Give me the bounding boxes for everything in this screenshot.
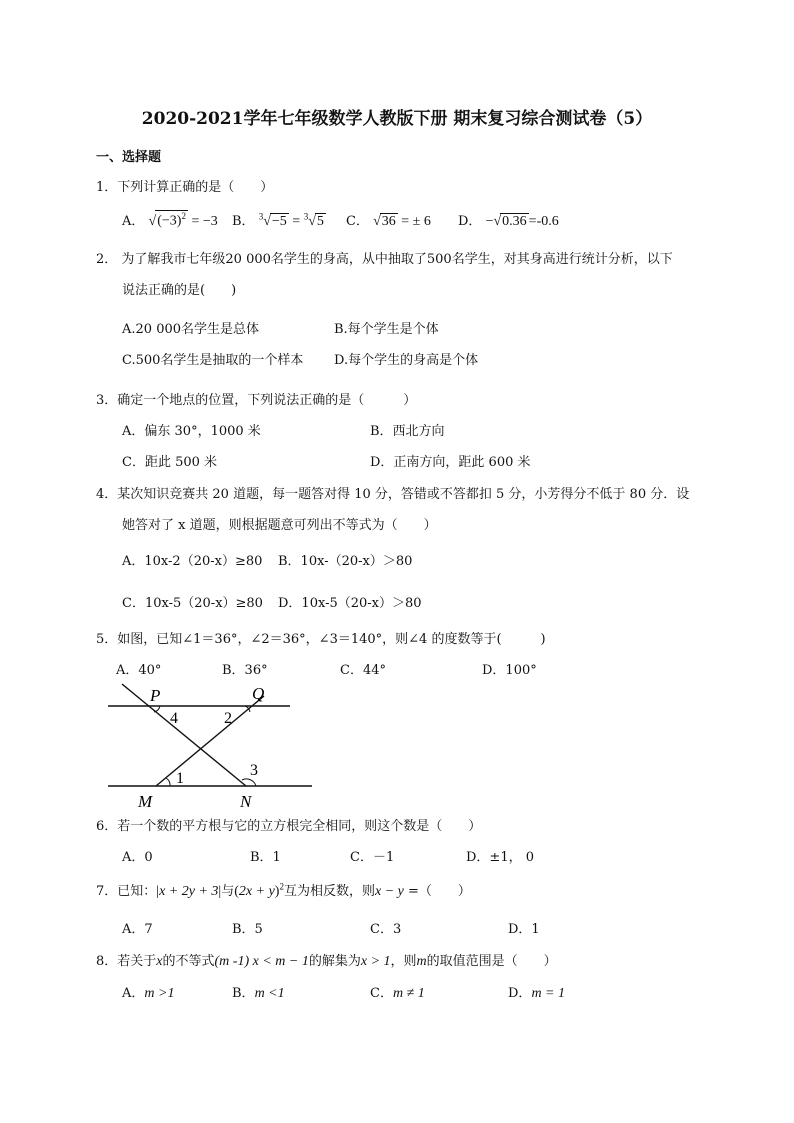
q8-tail: 的取值范围是（ ）	[426, 954, 557, 969]
q7-prefix: 7．已知：	[96, 884, 157, 899]
q5-option-c: C．44°	[340, 663, 386, 678]
q4-option-b: B．10x-（20-x）＞80	[278, 554, 413, 569]
q5-geometry-figure	[100, 680, 320, 812]
q1-option-b-label: B．	[232, 214, 255, 229]
q1-option-b-math: $^3$√−5 = $^3$√5	[258, 211, 324, 229]
q1-option-d-label: D．	[458, 214, 482, 229]
q2-option-a: A.20 000名学生是总体	[122, 322, 260, 337]
label-m: M	[138, 792, 153, 811]
q8-variable-x: x	[156, 954, 163, 969]
q4-stem-line2: 她答对了 x 道题，则根据题意可列出不等式为（ ）	[122, 518, 437, 533]
q7-option-d: D．1	[508, 922, 540, 937]
q8-solution: x > 1	[360, 954, 391, 969]
page-title: 2020-2021学年七年级数学人教版下册 期末复习综合测试卷（5）	[141, 109, 653, 129]
angle-1-arc	[166, 778, 170, 786]
q1-stem: 1．下列计算正确的是（ ）	[96, 180, 274, 195]
label-angle-1: 1	[176, 770, 184, 787]
q2-option-b: B.每个学生是个体	[334, 322, 439, 337]
q3-option-d: D．正南方向，距此 600 米	[370, 455, 531, 470]
label-q: Q	[252, 684, 265, 703]
q1-options	[122, 210, 218, 230]
q7-option-a: A．7	[122, 922, 153, 937]
q7-square-expression: $(2x + y)^2$	[234, 881, 284, 899]
q7-abs-expression: |x + 2y + 3|	[156, 884, 222, 899]
q8-text-2: 的解集为	[308, 954, 361, 969]
q1-option-c-label: C．	[346, 214, 369, 229]
q1-option-c-math: √36 = ± 6	[373, 214, 431, 229]
q8-option-d: D．m = 1	[508, 986, 565, 1001]
q6-option-d: D．±1， 0	[466, 850, 534, 865]
q1-option-c	[346, 210, 431, 230]
q3-option-c: C．距此 500 米	[122, 455, 218, 470]
q6-option-a: A．0	[122, 850, 153, 865]
q2-stem-line2: 说法正确的是( )	[122, 283, 237, 298]
q3-option-a: A．偏东 30°，1000 米	[122, 424, 261, 439]
q6-stem: 6．若一个数的平方根与它的立方根完全相同，则这个数是（ ）	[96, 819, 482, 834]
q7-tail: =（ ）	[403, 884, 471, 899]
q6-option-b: B．1	[250, 850, 281, 865]
q3-stem: 3．确定一个地点的位置，下列说法正确的是（ ）	[96, 393, 417, 408]
q1-option-d	[458, 210, 559, 230]
q2-option-d: D.每个学生的身高是个体	[334, 353, 479, 368]
q5-option-b: B．36°	[222, 663, 268, 678]
q7-option-b: B．5	[232, 922, 263, 937]
q8-variable-m: m	[416, 954, 427, 969]
transversal-pn	[122, 684, 246, 786]
label-angle-4: 4	[170, 710, 178, 727]
q4-stem-line1: 4．某次知识竞赛共 20 道题，每一题答对得 10 分，答错或不答都扣 5 分，小芳得分不低于 80 分．设	[96, 487, 690, 502]
label-p: P	[150, 686, 161, 705]
q4-option-d: D．10x-5（20-x）＞80	[278, 596, 422, 611]
q7-text: 互为相反数，则	[283, 884, 375, 899]
q7-stem	[96, 880, 471, 900]
q4-option-c: C．10x-5（20-x）≥80	[122, 596, 263, 611]
q5-stem: 5．如图，已知∠1＝36°，∠2＝36°，∠3＝140°，则∠4 的度数等于( )	[96, 632, 546, 647]
q5-option-a: A．40°	[116, 663, 162, 678]
q2-stem-line1: 2． 为了解我市七年级20 000名学生的身高，从中抽取了500名学生，对其身高进行统计分析，以下	[96, 252, 673, 267]
label-n: N	[240, 792, 252, 811]
section-heading: 一、选择题	[96, 150, 162, 165]
q1-option-b	[232, 210, 326, 230]
q1-option-a-math: $√(-3)^2 = -3$	[148, 211, 218, 229]
q6-option-c: C．－1	[350, 850, 395, 865]
q1-option-d-math: −√0.36 =-0.6	[485, 214, 559, 229]
q5-option-d: D．100°	[482, 663, 537, 678]
q8-option-c: C．m ≠ 1	[370, 986, 425, 1001]
q7-target-expression: x − y	[374, 884, 404, 899]
q8-option-a: A．m >1	[122, 986, 175, 1001]
label-angle-2: 2	[224, 710, 232, 727]
q7-option-c: C．3	[370, 922, 402, 937]
q3-option-b: B．西北方向	[370, 424, 445, 439]
q8-inequality: (m -1) x < m − 1	[214, 954, 309, 969]
q8-stem	[96, 950, 557, 970]
q8-option-b: B．m <1	[232, 986, 285, 1001]
q8-text-3: ，则	[390, 954, 417, 969]
q2-option-c: C.500名学生是抽取的一个样本	[122, 353, 304, 368]
q1-option-a-label: A．	[122, 214, 145, 229]
q4-option-a: A．10x-2（20-x）≥80	[122, 554, 263, 569]
label-angle-3: 3	[250, 762, 258, 779]
q8-prefix: 8．若关于	[96, 954, 157, 969]
q7-connector: 与	[221, 884, 235, 899]
q8-text-1: 的不等式	[162, 954, 215, 969]
